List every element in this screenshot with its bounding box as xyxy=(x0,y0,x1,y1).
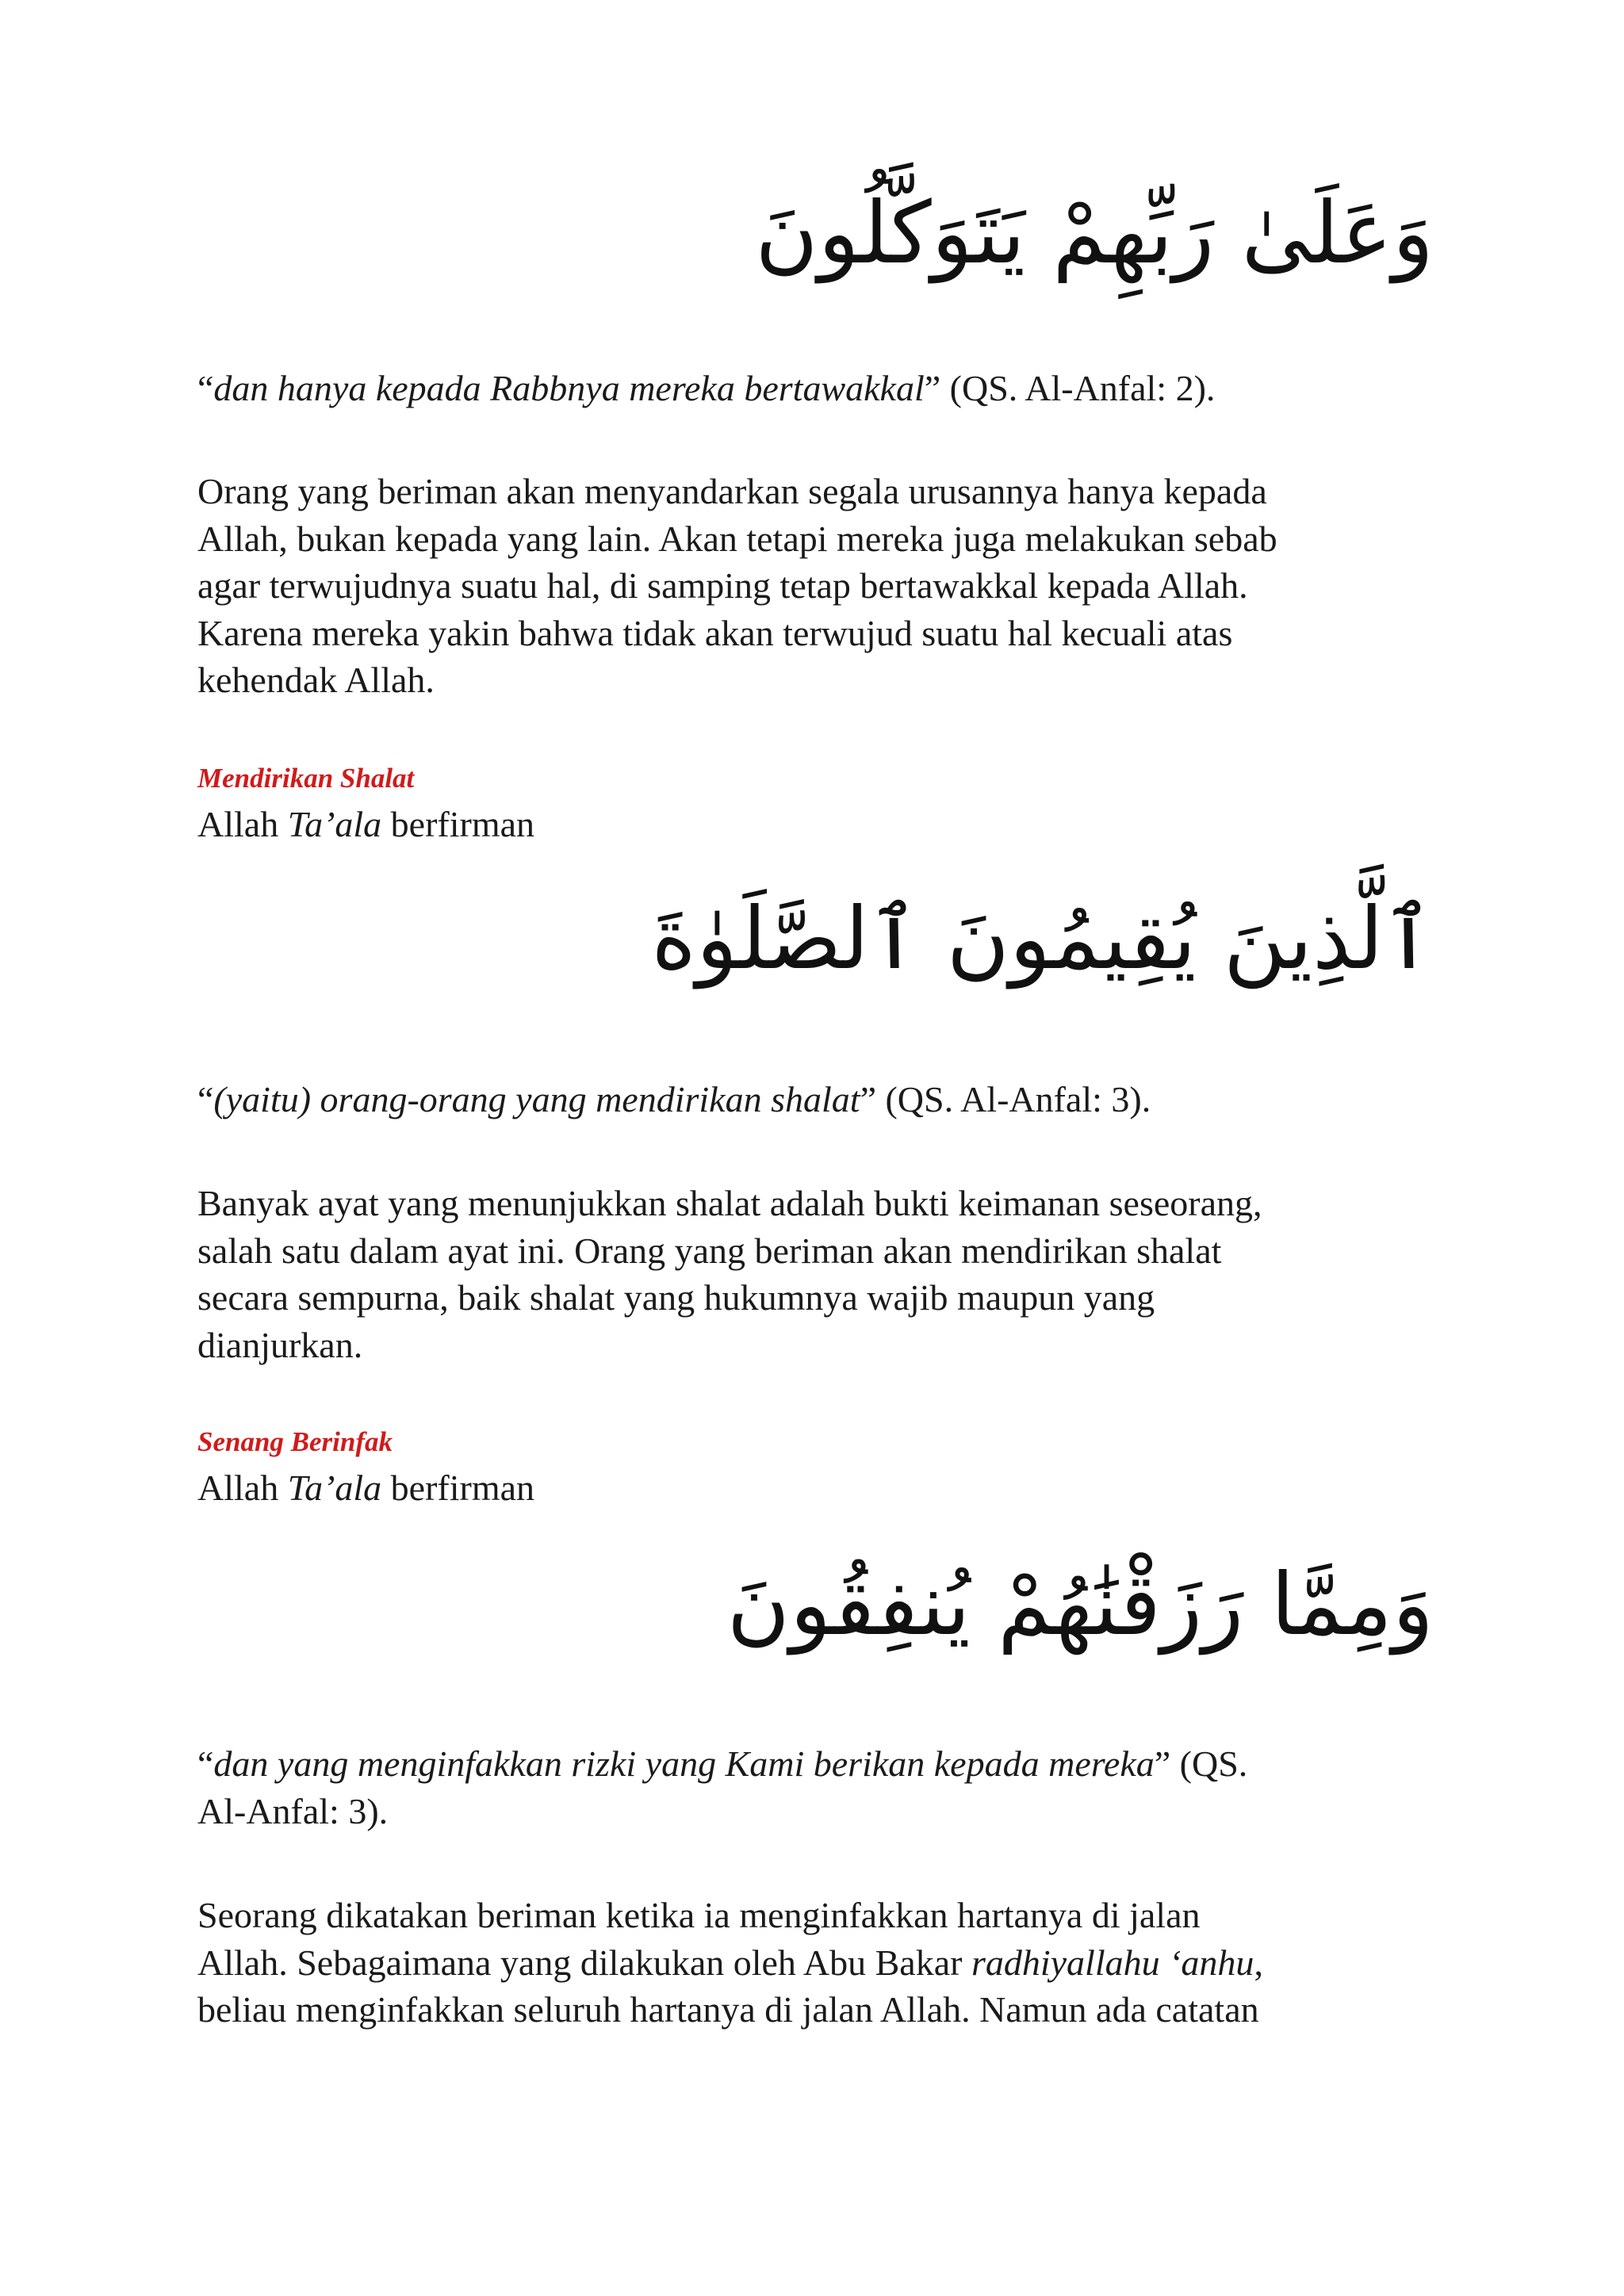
quran-verse-arabic: ٱلَّذِينَ يُقِيمُونَ ٱلصَّلَوٰةَ xyxy=(651,890,1434,989)
verse-translation: “dan yang menginfakkan rizki yang Kami berikan kepada mereka” (QS. Al-Anfal: 3). xyxy=(197,1743,1248,1831)
quran-verse-arabic: وَمِمَّا رَزَقْنَٰهُمْ يُنفِقُونَ xyxy=(726,1556,1434,1655)
paragraph-line: kehendak Allah. xyxy=(197,660,435,700)
paragraph-line: salah satu dalam ayat ini. Orang yang beriman akan mendirikan shalat xyxy=(197,1230,1222,1271)
body-paragraph xyxy=(197,1180,1434,1368)
paragraph-line: dianjurkan. xyxy=(197,1324,363,1365)
verse-intro: Allah Ta’ala berfirman xyxy=(197,1468,535,1508)
section-heading: Mendirikan Shalat xyxy=(197,763,415,794)
verse-translation: “(yaitu) orang-orang yang mendirikan shalat” (QS. Al-Anfal: 3). xyxy=(197,1079,1151,1119)
paragraph-line: Banyak ayat yang menunjukkan shalat adalah bukti keimanan seseorang, xyxy=(197,1183,1262,1223)
verse-translation: “dan hanya kepada Rabbnya mereka bertawakkal” (QS. Al-Anfal: 2). xyxy=(197,368,1216,408)
body-paragraph xyxy=(197,468,1434,704)
paragraph-line: Allah. Sebagaimana yang dilakukan oleh Abu Bakar radhiyallahu ‘anhu, xyxy=(197,1942,1263,1983)
paragraph-line: Allah, bukan kepada yang lain. Akan tetapi mereka juga melakukan sebab xyxy=(197,518,1277,559)
verse-intro: Allah Ta’ala berfirman xyxy=(197,804,535,844)
paragraph-line: secara sempurna, baik shalat yang hukumnya wajib maupun yang xyxy=(197,1277,1155,1318)
quran-verse-arabic: وَعَلَىٰ رَبِّهِمْ يَتَوَكَّلُونَ xyxy=(755,184,1434,283)
paragraph-line: beliau menginfakkan seluruh hartanya di jalan Allah. Namun ada catatan xyxy=(197,1989,1259,2030)
paragraph-line: agar terwujudnya suatu hal, di samping tetap bertawakkal kepada Allah. xyxy=(197,565,1248,606)
section-heading: Senang Berinfak xyxy=(197,1426,393,1457)
body-paragraph xyxy=(197,1892,1434,2034)
paragraph-line: Seorang dikatakan beriman ketika ia menginfakkan hartanya di jalan xyxy=(197,1895,1201,1935)
paragraph-line: Orang yang beriman akan menyandarkan segala urusannya hanya kepada xyxy=(197,471,1267,511)
paragraph-line: Karena mereka yakin bahwa tidak akan terwujud suatu hal kecuali atas xyxy=(197,612,1233,653)
